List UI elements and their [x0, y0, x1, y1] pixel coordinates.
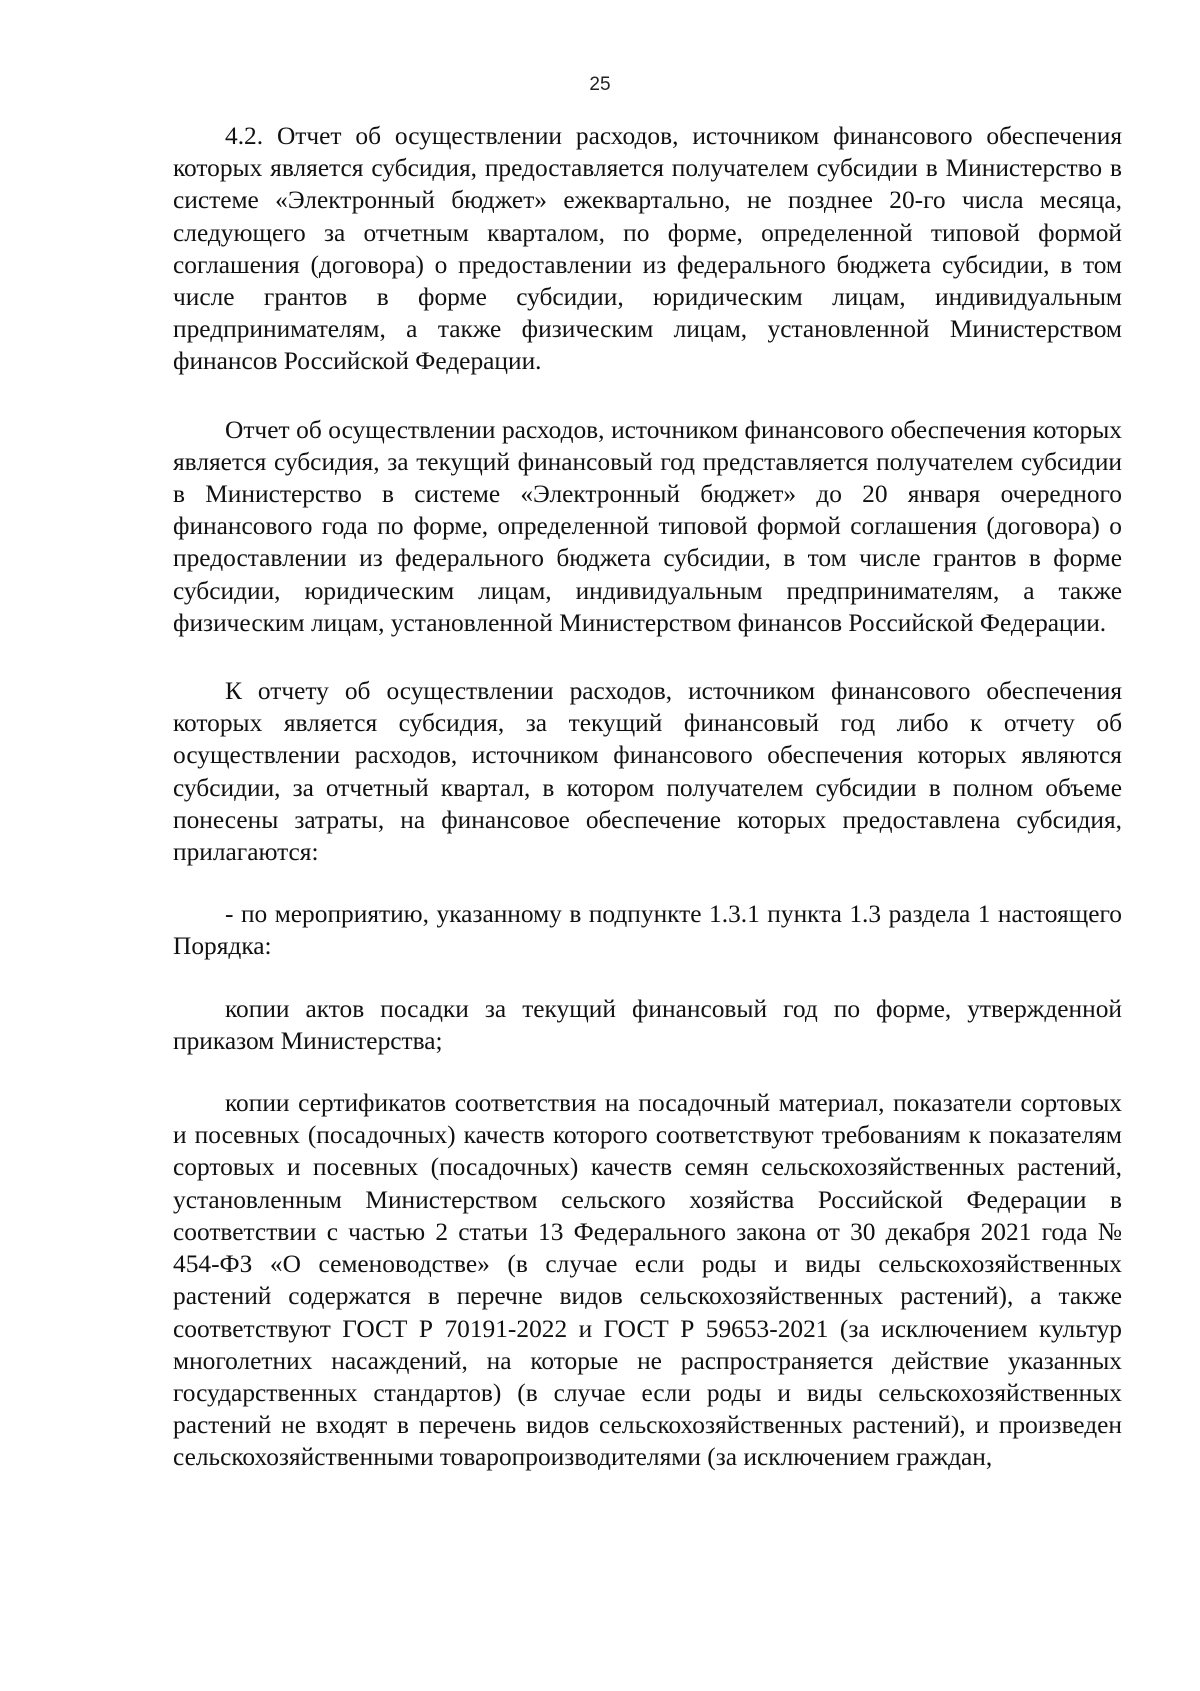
list-item-measure-1-3-1: - по мероприятию, указанному в подпункте 1.3.1 пункта 1.3 раздела 1 настоящего Порядка: [173, 900, 1122, 961]
paragraph-4-2-quarterly-report: 4.2. Отчет об осуществлении расходов, источником финансового обеспечения которых является субсидия, предоставляется получателем субсидии в Министерство в системе «Электронный бюджет» ежеквартально, не позднее 20-го числа месяца, следующего за отчетным кварталом, по форме, определенной типовой формой соглашения (договора) о предоставлении из федерального бюджета субсидии, в том числе грантов в форме субсидии, юридическим лицам, индивидуальным предпринимателям, а также физическим лицам, установленной Министерством финансов Российской Федерации. [173, 122, 1122, 376]
list-item-certificates: копии сертификатов соответствия на посадочный материал, показатели сортовых и посевных (посадочных) качеств которого соответствуют требованиям к показателям сортовых и посевных (посадочных) качеств семян сельскохозяйственных растений, установленным Министерством сельского хозяйства Российской Федерации в соответствии с частью 2 статьи 13 Федерального закона от 30 декабря 2021 года № 454-ФЗ «О семеноводстве» (в случае если роды и виды сельскохозяйственных растений содержатся в перечне видов сельскохозяйственных растений), а также соответствуют ГОСТ Р 70191-2022 и ГОСТ Р 59653-2021 (за исключением культур многолетних насаждений, на которые не распространяется действие указанных государственных стандартов) (в случае если роды и виды сельскохозяйственных растений не входят в перечень видов сельскохозяйственных растений), и произведен сельскохозяйственными товаропроизводителями (за исключением граждан, [173, 1089, 1122, 1472]
paragraph-report-attachments: К отчету об осуществлении расходов, источником финансового обеспечения которых является субсидия, за текущий финансовый год либо к отчету об осуществлении расходов, источником финансового обеспечения которых являются субсидии, за отчетный квартал, в котором получателем субсидии в полном объеме понесены затраты, на финансовое обеспечение которых предоставлена субсидия, прилагаются: [173, 677, 1122, 867]
paragraph-annual-report: Отчет об осуществлении расходов, источником финансового обеспечения которых является субсидия, за текущий финансовый год представляется получателем субсидии в Министерство в системе «Электронный бюджет» до 20 января очередного финансового года по форме, определенной типовой формой соглашения (договора) о предоставлении из федерального бюджета субсидии, в том числе грантов в форме субсидии, юридическим лицам, индивидуальным предпринимателям, а также физическим лицам, установленной Министерством финансов Российской Федерации. [173, 415, 1122, 637]
document-body [173, 120, 1122, 1474]
page-number: 25 [589, 74, 611, 95]
list-item-planting-acts: копии актов посадки за текущий финансовый год по форме, утвержденной приказом Министерства; [173, 994, 1122, 1055]
